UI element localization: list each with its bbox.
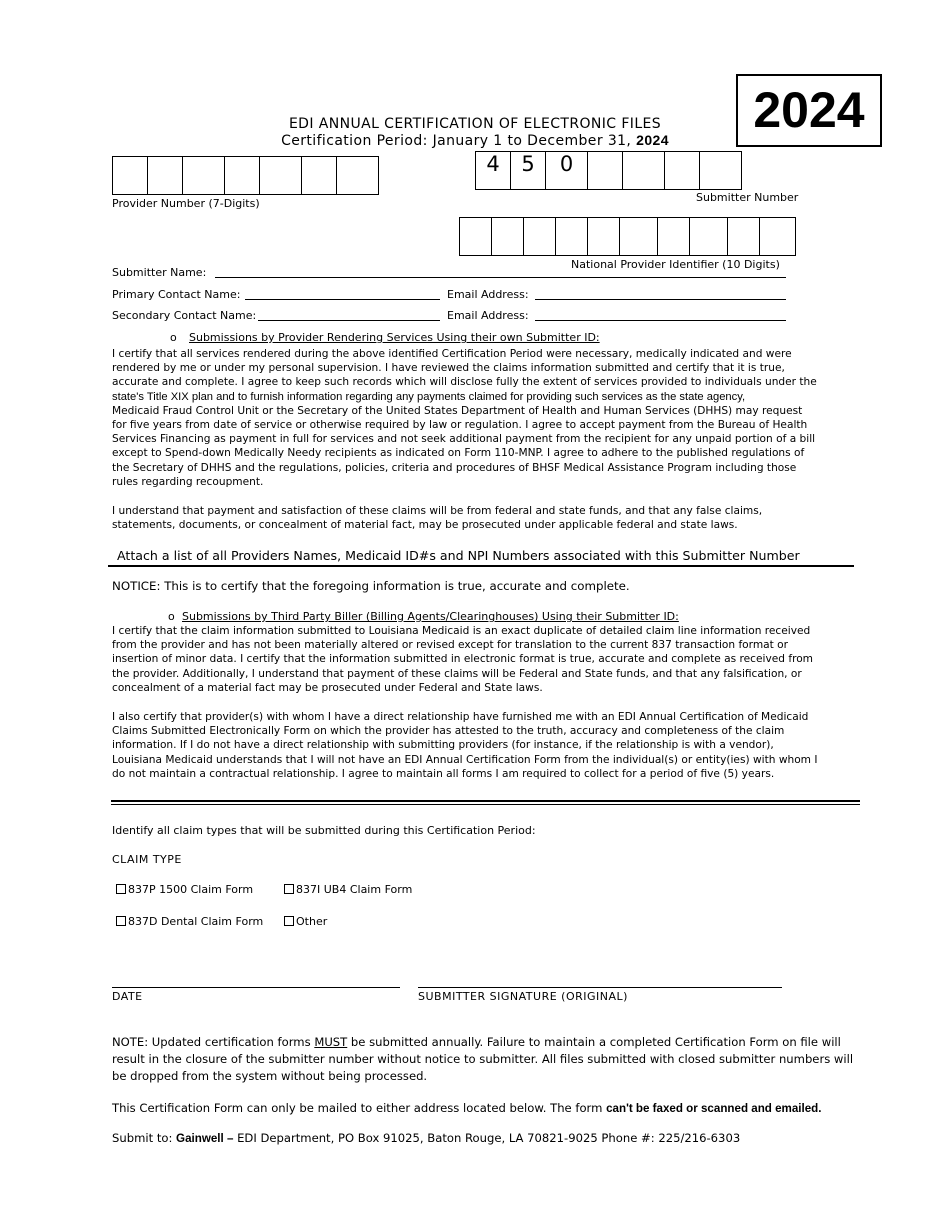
- text-line: the Secretary of DHHS and the regulations, policies, criteria and procedures of BHSF Medical Assistance Program including those: [112, 461, 797, 474]
- npi-digit[interactable]: [759, 217, 796, 256]
- text-line: Claims Submitted Electronically Form on which the provider has attested to the truth, accuracy and completeness of the claim: [112, 725, 785, 738]
- submitter-number-digit[interactable]: [699, 151, 742, 190]
- claim-option-837d[interactable]: [116, 915, 263, 928]
- section1-paragraph-2: [112, 504, 847, 532]
- identify-claims-text: Identify all claim types that will be submitted during this Certification Period:: [112, 824, 536, 837]
- checkbox-837d[interactable]: [116, 916, 126, 926]
- primary-email-field[interactable]: [535, 299, 786, 300]
- submitter-number-label: Submitter Number: [696, 191, 799, 204]
- submitter-number-boxes: [475, 151, 742, 190]
- claim-option-label: Other: [296, 915, 328, 928]
- date-label: DATE: [112, 990, 143, 1003]
- text-line: Services Financing as payment in full for services and not seek additional payment from the recipient for any unpaid portion of a bill: [112, 433, 816, 446]
- section2-paragraph-1: [112, 624, 847, 695]
- text-line: from the provider and has not been materially altered or revised except for translation to the current 837 transaction format or: [112, 639, 789, 652]
- npi-boxes: [459, 217, 796, 256]
- primary-email-label: Email Address:: [447, 288, 529, 301]
- section1-bullet: o: [170, 331, 177, 344]
- section2-paragraph-2: [112, 710, 847, 781]
- note-rest: be submitted annually. Failure to maintain a completed Certification Form on file will: [347, 1035, 841, 1049]
- section1-heading: Submissions by Provider Rendering Services Using their own Submitter ID:: [189, 331, 600, 344]
- submitter-name-field[interactable]: [215, 277, 786, 278]
- section2-bullet: o: [168, 610, 175, 623]
- text-line: do not maintain a contractual relationship. I agree to maintain all forms I am required to collect for a period of five (5) years.: [112, 767, 775, 780]
- mail-prefix: This Certification Form can only be mailed to either address located below. The form: [112, 1101, 607, 1115]
- npi-digit[interactable]: [523, 217, 555, 256]
- submitter-number-digit[interactable]: [587, 151, 622, 190]
- checkbox-837i[interactable]: [284, 884, 294, 894]
- npi-digit[interactable]: [689, 217, 727, 256]
- note-line-2: result in the closure of the submitter number without notice to submitter. All files submitted with closed submitter numbers will: [112, 1052, 854, 1066]
- submit-prefix: Submit to:: [112, 1131, 177, 1145]
- note-line-3: be dropped from the system without being processed.: [112, 1069, 428, 1083]
- submitter-number-digit[interactable]: [664, 151, 699, 190]
- submit-company: Gainwell –: [176, 1132, 234, 1145]
- npi-digit[interactable]: [587, 217, 619, 256]
- submit-address: [112, 1130, 872, 1147]
- secondary-email-label: Email Address:: [447, 309, 529, 322]
- attach-instruction: Attach a list of all Providers Names, Medicaid ID#s and NPI Numbers associated with this Submitter Number: [117, 548, 800, 563]
- claim-option-label: 837P 1500 Claim Form: [128, 883, 254, 896]
- npi-digit[interactable]: [459, 217, 491, 256]
- provider-number-boxes: [112, 156, 379, 195]
- text-line: I certify that the claim information submitted to Louisiana Medicaid is an exact duplicate of detailed claim line information received: [112, 625, 811, 637]
- text-line: I understand that payment and satisfaction of these claims will be from federal and state funds, and that any false claims,: [112, 505, 763, 517]
- certification-period: [200, 132, 750, 149]
- npi-digit[interactable]: [555, 217, 587, 256]
- period-year: 2024: [636, 132, 669, 148]
- submitter-name-label: Submitter Name:: [112, 266, 207, 279]
- notice-text: NOTICE: This is to certify that the foregoing information is true, accurate and complete.: [112, 579, 630, 593]
- text-line: statements, documents, or concealment of material fact, may be prosecuted under applicable federal and state laws.: [112, 519, 738, 532]
- text-line: except to Spend-down Medically Needy recipients as indicated on Form 110-MNP. I agree to adhere to the published regulations of: [112, 447, 805, 460]
- note-line-1: [112, 1034, 872, 1051]
- npi-digit[interactable]: [619, 217, 657, 256]
- claim-option-837p[interactable]: [116, 883, 253, 896]
- text-line: the provider. Additionally, I understand that payment of these claims will be Federal and State funds, and that any falsification, or: [112, 667, 802, 680]
- npi-label: National Provider Identifier (10 Digits): [571, 258, 780, 271]
- primary-contact-field[interactable]: [245, 299, 440, 300]
- claim-option-837i[interactable]: [284, 883, 412, 896]
- text-line: rules regarding recoupment.: [112, 475, 264, 488]
- text-line: insertion of minor data. I certify that the information submitted in electronic format is true, accurate and complete as received from: [112, 653, 813, 666]
- secondary-contact-label: Secondary Contact Name:: [112, 309, 257, 322]
- date-field[interactable]: [112, 987, 400, 988]
- divider: [108, 565, 854, 567]
- npi-digit[interactable]: [657, 217, 689, 256]
- text-line: Louisiana Medicaid understands that I will not have an EDI Annual Certification Form from the individual(s) or entity(ies) with whom I: [112, 753, 818, 766]
- section2-heading: Submissions by Third Party Biller (Billing Agents/Clearinghouses) Using their Submitter ID:: [182, 610, 679, 623]
- provider-number-digit[interactable]: [336, 156, 379, 195]
- provider-number-digit[interactable]: [301, 156, 336, 195]
- provider-number-digit[interactable]: [259, 156, 301, 195]
- text-line: I also certify that provider(s) with whom I have a direct relationship have furnished me with an EDI Annual Certification of Medicaid: [112, 711, 809, 723]
- submit-rest: EDI Department, PO Box 91025, Baton Rouge, LA 70821-9025 Phone #: 225/216-6303: [233, 1131, 741, 1145]
- submitter-number-digit[interactable]: [622, 151, 664, 190]
- text-line: accurate and complete. I agree to keep such records which will disclose fully the extent of services provided to individuals under the: [112, 376, 817, 389]
- claim-option-label: 837I UB4 Claim Form: [296, 883, 413, 896]
- period-prefix: Certification Period: January 1 to December 31,: [281, 133, 632, 149]
- submitter-number-digit[interactable]: 5: [510, 151, 545, 190]
- text-line: information. If I do not have a direct relationship with submitting providers (for instance, if the relationship is with a vendor),: [112, 739, 774, 752]
- submitter-number-digit[interactable]: 0: [545, 151, 587, 190]
- form-title: EDI ANNUAL CERTIFICATION OF ELECTRONIC FILES: [288, 116, 662, 132]
- provider-number-digit[interactable]: [224, 156, 259, 195]
- double-divider: [111, 800, 860, 805]
- provider-number-digit[interactable]: [147, 156, 182, 195]
- text-line: I certify that all services rendered during the above identified Certification Period were necessary, medically indicated and were: [112, 348, 792, 360]
- provider-number-digit[interactable]: [182, 156, 224, 195]
- provider-number-label: Provider Number (7-Digits): [112, 197, 260, 210]
- text-line: concealment of a material fact may be prosecuted under Federal and State laws.: [112, 681, 543, 694]
- npi-digit[interactable]: [491, 217, 523, 256]
- signature-label: SUBMITTER SIGNATURE (ORIGINAL): [418, 990, 628, 1003]
- note-prefix: NOTE: Updated certification forms: [112, 1035, 315, 1049]
- section1-paragraph-1: [112, 347, 847, 489]
- signature-field[interactable]: [418, 987, 782, 988]
- secondary-email-field[interactable]: [535, 320, 786, 321]
- checkbox-837p[interactable]: [116, 884, 126, 894]
- claim-option-label: 837D Dental Claim Form: [128, 915, 264, 928]
- mail-instruction: [112, 1100, 872, 1117]
- claim-type-heading: CLAIM TYPE: [112, 853, 182, 866]
- year-box: 2024: [736, 74, 882, 147]
- text-line: rendered by me or under my personal supervision. I have reviewed the claims information submitted and certify that it is true,: [112, 362, 785, 375]
- submitter-number-digit[interactable]: 4: [475, 151, 510, 190]
- text-line: for five years from date of service or otherwise required by law or regulation. I agree to accept payment from the Bureau of Health: [112, 419, 808, 432]
- note-text: [112, 1034, 872, 1085]
- text-line: state's Title XIX plan and to furnish information regarding any payments claimed for providing such services as the state agency,: [112, 390, 746, 403]
- secondary-contact-field[interactable]: [258, 320, 440, 321]
- provider-number-digit[interactable]: [112, 156, 147, 195]
- npi-digit[interactable]: [727, 217, 759, 256]
- must-text: MUST: [314, 1035, 348, 1049]
- primary-contact-label: Primary Contact Name:: [112, 288, 241, 301]
- claim-option-other[interactable]: [284, 915, 327, 928]
- text-line: Medicaid Fraud Control Unit or the Secretary of the United States Department of Health and Human Services (DHHS) may request: [112, 404, 803, 417]
- checkbox-other[interactable]: [284, 916, 294, 926]
- mail-bold: can't be faxed or scanned and emailed.: [606, 1102, 822, 1115]
